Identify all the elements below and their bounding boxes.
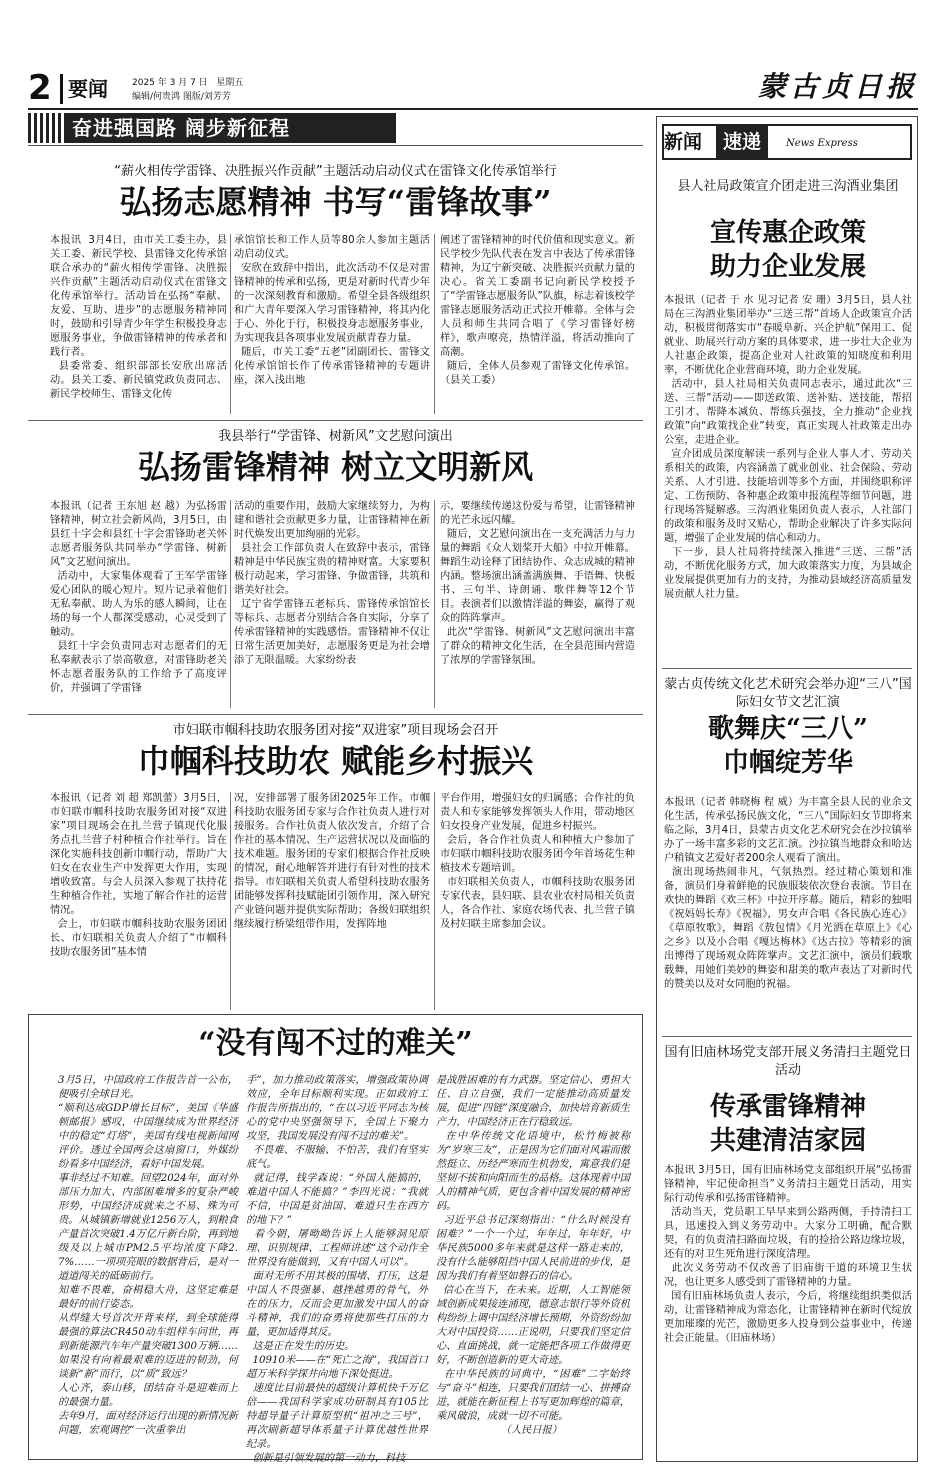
column-divider bbox=[434, 234, 435, 414]
masthead-logo: 蒙古贞日报 bbox=[757, 70, 918, 103]
story3-col3: 平台作用，增强妇女的归属感；合作社的负责人和专家能够发挥领头人作用，带动地区妇女投身产业发展，促进乡村振兴。 会后，各合作社负责人和种植大户参加了市妇联巾帼科技助农服务团今年首场花生种植技术专题培训。 市妇联相关负责人，市帼科技助农服务团专家代表，县妇联、县农业农村局相关负责人，各合作社、家庭农场代表、扎兰营子镇及村妇联主席参加会议。 bbox=[440, 793, 636, 930]
story-separator bbox=[28, 420, 643, 421]
column-divider bbox=[434, 500, 435, 708]
sidebar-item2-headline-1: 歌舞庆“三八” bbox=[708, 714, 868, 744]
column-divider bbox=[230, 234, 231, 414]
commentary-col2: 手”，加力推动政策落实，增强政策协调效应，全年目标顺利实现。正如政府工作报告所指出的，“在以习近平同志为核心的党中央坚强领导下，全国上下聚力攻坚，我国发展没有闯不过的难关”。 不畏难、不服输、不怕苦，我们有坚实底气。 就记得，钱学森说：“外国人能搞的，难道中国人不能搞？”李四光说：“我就不信，中国是贫油国、难道只生在西方的地下？” 看今朝，屠呦呦告诉上人能够洞见原理、识别规律、工程师讲述“这个动作全世界没有能做到，又有中国人可以”。 面对无所不用其极的围堵、打压，这是中国人不畏强暴、越挫越勇的骨气，外在的压力，反而会更加激发中国人的奋斗精神，我们的奋勇将使那些打压的力量，更加适得其反。 这是正在发生的历史。 10910米——在“死亡之海”，我国首口超万米科学探井向地下深处挺进。 速度比目前最快的超级计算机快千万亿倍——我国科学家成功研制具有105比特超导量子计算原型机“祖冲之三号”，再次刷新超导体系量子计算优越性世界纪录。 创新是引领发展的第一动力，科技 bbox=[246, 1075, 429, 1464]
sidebar-item1-headline-2: 助力企业发展 bbox=[709, 252, 866, 282]
story-separator bbox=[28, 714, 643, 715]
sidebar-item3-kicker: 国有旧庙林场党支部开展义务清扫主题党日活动 bbox=[664, 1045, 912, 1078]
story2-kicker: 我县举行“学雷锋、树新风”文艺慰问演出 bbox=[218, 429, 453, 444]
story1-headline: 弘扬志愿精神 书写“雷锋故事” bbox=[119, 183, 552, 221]
sidebar-label-a: 新闻 bbox=[664, 131, 703, 153]
sidebar-item2-kicker: 蒙古贞传统文化艺术研究会举办迎“三八”国际妇女节文艺汇演 bbox=[664, 677, 912, 710]
story3-col1: 本报讯（记者 刘 超 郑凯蕾）3月5日，市妇联市帼科技助农服务团对接“双进家”项目现场会在扎兰营子镇现代化服务点扎兰营子村种植合作社举行。旨在深化实施科技创新巾帼行动，帮助广大妇女在农业生产中发挥更大作用，实现增收致富。与会人员深入参观了扶持花生种植合作社，实地了解合作社的运营情况。 会上，市妇联市帼科技助农服务团团长、市妇联相关负责人介绍了“市帼科技助农服务团”基本情 bbox=[50, 793, 228, 958]
sidebar-item3-headline-1: 传承雷锋精神 bbox=[709, 1092, 866, 1122]
story2-col3: 示，要继续传递这份爱与希望，让雷锋精神的光芒永远闪耀。 随后，文艺慰问演出在一支充满活力与力量的舞蹈《众人划桨开大船》中拉开帷幕。舞蹈生动诠释了团结协作、众志成城的精神内涵。整场演出涵盖满族舞、手语舞、快板书、三句半、诗朗诵、歌伴舞等12个节目。表演者们以激情洋溢的舞姿，赢得了观众的阵阵掌声。 此次“学雷锋、树新风”文艺慰问演出丰富了群众的精神文化生活，在全县范围内营造了浓厚的学雷锋氛围。 bbox=[440, 501, 636, 666]
commentary-col3: 是战胜困难的有力武器。坚定信心、勇担大任、自立自强，我们一定能推动高质量发展，促进“四链”深度融合，加快培育新质生产力，中国经济正在行稳致远。 在中华传统文化语境中，松竹梅被称为“岁寒三友”，正是因为它们面对风霜而傲然挺立、历经严寒而生机勃发，寓意我们是坚韧不拔和向阳而生的品格。这体现着中国人的精神气质，更包含着中国发展的精神密码。 习近平总书记深刻指出：“什么时候没有困难？”一个一个过，年年过，年年好，中华民族5000多年来就是这样一路走来的，没有什么能够阻挡中国人民前进的步伐，是因为我们有着坚如磐石的信心。 信心在当下，在未来。近期，人工智能领域创新成果接连涌现，德意志银行等外资机构纷纷上调中国经济增长预期，外资纷纷加大对中国投资……正说明，只要我们坚定信心、直面挑战，就一定能把各项工作做得更好，不断创造新的更大奇迹。 在中华民族的词典中，“困难”二字始终与“奋斗”相连，只要我们团结一心、拼搏奋进，就能在新征程上书写更加辉煌的篇章，乘风破浪，成就一切不可能。 （人民日报） bbox=[436, 1075, 631, 1436]
sidebar-item3-body: 本报讯 3月5日，国有旧庙林场党支部组织开展“弘扬雷锋精神，牢记使命担当”义务清扫主题党日活动，用实际行动传承和弘扬雷锋精神。 活动当天，党员职工早早来到公路两侧，手持清扫工具，迅速投入到义务劳动中。大家分工明确，配合默契，有的负责清扫路面垃圾，有的捡拾公路边缘垃圾，还有的对卫生死角进行深度清理。 此次义务劳动不仅改善了旧庙街干道的环境卫生状况，也让更多人感受到了雷锋精神的力量。 国有旧庙林场负责人表示，今后，将继续组织类似活动，让雷锋精神成为常态化，让雷锋精神在新时代绽放更加璀璨的光芒，激励更多人投身到公益事业中，传递社会正能量。（旧庙林场） bbox=[664, 1165, 913, 1344]
story2-col1: 本报讯（记者 王东旭 赵 越）为弘扬雷锋精神，树立社会新风尚，3月5日，由县红十字会和县红十字会雷锋助老关怀志愿者服务队共同举办“学雷锋、树新风”文艺慰问演出。 活动中，大家集体观看了王军学雷锋爱心团队的暖心短片。短片记录着他们无私奉献、助人为乐的感人瞬间，让在场的每一个人都深受感动，心灵受到了触动。 县红十字会负责同志对志愿者们的无私奉献表示了崇高敬意，对雷锋助老关怀志愿者服务队的工作给予了高度评价，并强调了学雷锋 bbox=[50, 501, 228, 694]
sidebar-item1-headline-1: 宣传惠企政策 bbox=[709, 218, 866, 248]
story1-col1: 本报讯 3月4日，由市关工委主办，县关工委、新民学校、县雷锋文化传承馆联合承办的“薪火相传学雷锋、决胜振兴作贡献”主题活动启动仪式在雷锋文化传承馆举行。活动旨在弘扬“奉献、友爱、互助、进步”的志愿服务精神同时，鼓励和引导青少年学生积极投身志愿服务事业，争做雷锋精神的传承者和践行者。 县委常委、组织部部长安欣出席活动。县关工委、新民镇党政负责同志、新民学校师生、雷锋文化传 bbox=[50, 235, 228, 400]
sidebar-label-en: News Express bbox=[786, 138, 858, 149]
header-rule bbox=[28, 108, 918, 110]
banner-underline bbox=[28, 145, 643, 146]
story3-col2: 况，安排部署了服务团2025年工作。市帼科技助农服务团专家与合作社负责人进行对接服务。合作社负责人依次发言，介绍了合作社的基本情况、生产运营状况以及面临的技术难题。服务团的专家们根据合作社反映的情况，耐心地解答并进行有针对性的技术指导。市妇联相关负责人希望科技助农服务团能够发挥科技赋能团引领作用，深入研究产业链问题并提供实际帮助；各级妇联组织继续履行桥梁纽带作用，发挥阵地 bbox=[234, 793, 430, 930]
story3-kicker: 市妇联市帼科技助农服务团对接“双进家”项目现场会召开 bbox=[172, 723, 499, 738]
story1-kicker: “薪火相传学雷锋、决胜振兴作贡献”主题活动启动仪式在雷锋文化传承馆举行 bbox=[114, 164, 557, 179]
page-number-divider bbox=[60, 74, 63, 104]
story2-col2: 活动的重要作用，鼓励大家继续努力，为构建和谐社会贡献更多力量，让雷锋精神在新时代焕发出更加绚丽的光彩。 县社会工作部负责人在致辞中表示，雷锋精神是中华民族宝贵的精神财富。大家要积极行动起来，学习雷锋、争做雷锋，共筑和谐美好社会。 辽宁省学雷锋五老标兵、雷锋传承馆馆长等标兵、志愿者分别结合各自实际，分享了传承雷锋精神的实践感悟。雷锋精神不仅让日常生活更加美好，志愿服务更是为社会增添了无限温暖。大家纷纷表 bbox=[234, 501, 430, 666]
section-name: 要闻 bbox=[68, 77, 108, 101]
sidebar-item1-body: 本报讯（记者 于 水 见习记者 安 珊）3月5日，县人社局在三沟酒业集团举办“三送三帮”首场人企政策宣介活动，积极贯彻落实市“春暖阜新、兴企护航”保用工、促就业、助展兴行动方案的具体要求，进一步壮大企业为人社惠企政策，提高企业对人社政策的知晓度和利用率，不断优化企业营商环境，助力企业发展。 活动中，县人社局相关负责同志表示，通过此次“三送、三帮”活动——即送政策、送补贴、送技能，帮招工引才、帮降本减负、帮练兵强技，全力推动“企业找政策”向“政策找企业”转变，真正实现人社政策走出办公室，走进企业。 宣介团成员深度解读一系列与企业人事人才、劳动关系相关的政策，内容涵盖了就业创业、社会保险、劳动关系、人才引进、技能培训等多个方面，并围绕职称评定、工伤预防、各种惠企政策申报流程等细节问题，进行现场答疑解惑。三沟酒业集团负责人表示，人社部门的政策和服务及时又贴心，帮助企业解决了许多实际问题，增强了企业发展的信心和动力。 下一步，县人社局将持续深入推进“三送、三帮”活动，不断优化服务方式，加大政策落实力度，为县域企业发展提供更加有力的支持，为推动县域经济高质量发展贡献人社力量。 bbox=[664, 295, 913, 600]
column-divider bbox=[230, 500, 231, 708]
sidebar-item2-headline-2: 巾帼绽芳华 bbox=[722, 748, 853, 778]
story2-headline: 弘扬雷锋精神 树立文明新风 bbox=[137, 448, 534, 486]
editors-line: 编辑/何贵鸿 图版/刘芳芳 bbox=[132, 92, 231, 102]
page-number: 2 bbox=[28, 68, 52, 108]
date-line: 2025 年 3 月 7 日 星期五 bbox=[132, 78, 244, 88]
commentary-headline: “没有闯不过的难关” bbox=[198, 1026, 473, 1061]
sidebar-item2-body: 本报讯（记者 韩晓梅 程 威）为丰富全县人民的业余文化生活，传承弘扬民族文化，“三八”国际妇女节即将来临之际，3月4日，县蒙古贞文化艺术研究会在沙拉镇举办了一场丰富多彩的文艺汇演。沙拉镇当地群众和哈达户稍镇文艺爱好者200余人观看了演出。 演出现场热闹非凡，气氛热烈。经过精心策划和准备，演员们身着鲜艳的民族服装依次登台表演。节目在欢快的舞蹈《欢三杯》中拉开序幕。随后，精彩的独唱《祝妈妈长寿》《祝福》，男女声合唱《各民族心连心》《草原牧歌》，舞蹈《敖包情》《月光洒在草原上》《心之乡》以及小合唱《嘎达梅林》《达古拉》等精彩的演出博得了现场观众阵阵掌声。文艺汇演中，演员们载歌载舞，用她们美妙的舞姿和甜美的歌声表达了对新时代的赞美以及对女同胞的祝福。 bbox=[664, 797, 913, 990]
column-divider bbox=[230, 792, 231, 1010]
column-divider bbox=[434, 792, 435, 1010]
banner-title: 奋进强国路 阔步新征程 bbox=[72, 116, 290, 140]
story1-col3: 阐述了雷锋精神的时代价值和现实意义。新民学校少先队代表在发言中表达了传承雷锋精神，为辽宁新突破、决胜振兴贡献力量的决心。省关工委副书记向新民学校授予了“学雷锋志愿服务队”队旗，标志着该校学雷锋志愿服务活动正式拉开帷幕。全体与会人员和师生共同合唱了《学习雷锋好榜样》，歌声嘹亮，热情洋溢，将活动推向了高潮。 随后，全体人员参观了雷锋文化传承馆。 （县关工委） bbox=[440, 235, 636, 386]
sidebar-label-b: 速递 bbox=[716, 126, 768, 158]
commentary-col1: 3月5日，中国政府工作报告首一公布，便吸引全球目光。 “顺利达成GDP增长目标”，美国《华盛顿邮报》感叹，中国继续成为世界经济中的稳定“灯塔”，美国有线电视新闻网评价。透过全国两会这扇窗口，外媒纷纷看多中国经济，看好中国发展。 事非经过不知难。回望2024年，面对外部压力加大、内部困难增多的复杂严峻形势，中国经济成就来之不易、殊为可贵。从城镇新增就业1256万人，到粮食产量首次突破1.4万亿斤新台阶，再到地级及以上城市PM2.5平均浓度下降2.7%……一项项亮眼的数据背后，是对一道道闯关的砥砺前行。 知难不畏难，奋楫稳大舟，这坚定难是最好的前行姿态。 从焊缝大号首次开背来样，到全球能得最强的算法CR450动车组样车问世，再到新能源汽车年产量突破1300万辆……如果没有向着最艰难的迈进的韧劲，何谈新“新”而行，以“质”致远？ 人心齐，泰山移，团结奋斗是迎难而上的最强力量。 去年9月，面对经济运行出现的新情况新问题，宏观调控“一次重拳出 bbox=[58, 1075, 238, 1436]
sidebar-separator bbox=[662, 1036, 912, 1037]
sidebar-item3-headline-2: 共建清洁家园 bbox=[709, 1126, 866, 1156]
story3-headline: 巾帼科技助农 赋能乡村振兴 bbox=[137, 742, 534, 780]
banner-stripes bbox=[28, 113, 66, 143]
story1-col2: 承馆馆长和工作人员等80余人参加主题活动启动仪式。 安欣在致辞中指出，此次活动不仅是对雷锋精神的传承和弘扬，更是对新时代青少年的一次深刻教育和激励。希望全县各级组织和广大青年要深入学习雷锋精神，将其内化于心、外化于行，积极投身志愿服务事业，为实现我县各项事业发展贡献青春力量。 随后，市关工委“五老”团副团长、雷锋文化传承馆馆长作了传承雷锋精神的专题讲座，深入浅出地 bbox=[234, 235, 430, 386]
sidebar-separator bbox=[662, 668, 912, 669]
sidebar-item1-kicker: 县人社局政策宣介团走进三沟酒业集团 bbox=[677, 179, 899, 194]
